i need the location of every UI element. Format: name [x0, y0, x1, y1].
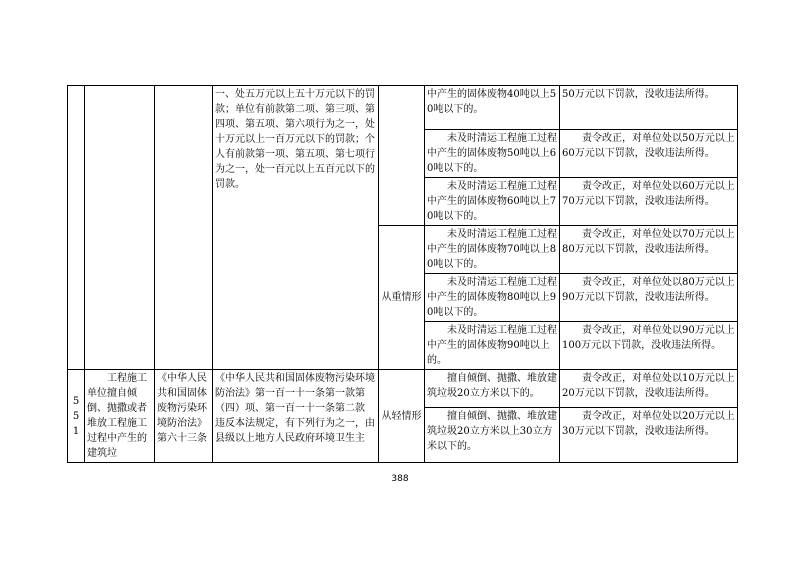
page-number: 388 [391, 474, 409, 484]
standard-cell: 责令改正，对单位处以10万元以上20万元以下罚款，没收违法所得。 [560, 370, 738, 408]
table-row [68, 370, 738, 408]
circumstance-cell: 中产生的固体废物40吨以上50吨以下的。 [425, 86, 560, 130]
circumstance-cell: 擅自倾倒、抛撒、堆放建筑垃圾20立方米以上30立方米以下的。 [425, 407, 560, 462]
circumstance-cell: 未及时清运工程施工过程中产生的固体废物70吨以上80吨以下的。 [425, 226, 560, 274]
violated-law: 《中华人民共和国固体废物污染环境防治法》第六十三条 [155, 370, 213, 463]
penalty-basis-cell: 一、处五万元以上五十万元以下的罚款；单位有前款第二项、第三项、第四项、第五项、第六项行为之一，处十万元以上一百万元以下的罚款；个人有前款第一项、第五项、第七项行为之一，处一百元以上五百元以下的罚款。 [213, 86, 379, 370]
table-row [68, 86, 738, 130]
circumstance-cell: 未及时清运工程施工过程中产生的固体废物60吨以上70吨以下的。 [425, 178, 560, 226]
standard-cell: 责令改正，对单位处以20万元以上30万元以下罚款，没收违法所得。 [560, 407, 738, 462]
standard-cell: 责令改正，对单位处以80万元以上90万元以下罚款，没收违法所得。 [560, 274, 738, 322]
item-number-cell [68, 86, 85, 370]
standard-cell: 责令改正，对单位处以50万元以上60万元以下罚款，没收违法所得。 [560, 130, 738, 178]
circumstance-cell: 未及时清运工程施工过程中产生的固体废物90吨以上的。 [425, 322, 560, 370]
light-circumstance-label: 从轻情形 [379, 370, 425, 463]
severe-circumstance-label: 从重情形 [379, 226, 425, 370]
violated-law-cell [155, 86, 213, 370]
standard-cell: 50万元以下罚款，没收违法所得。 [560, 86, 738, 130]
circumstance-cell: 擅自倾倒、抛撒、堆放建筑垃圾20立方米以下的。 [425, 370, 560, 408]
standard-cell: 责令改正，对单位处以60万元以上70万元以下罚款，没收违法所得。 [560, 178, 738, 226]
standard-cell: 责令改正，对单位处以70万元以上80万元以下罚款，没收违法所得。 [560, 226, 738, 274]
item-number: 551 [68, 370, 85, 463]
violation-description: 工程施工单位擅自倾倒、抛撒或者堆放工程施工过程中产生的建筑垃 [85, 370, 155, 463]
penalty-basis: 《中华人民共和国固体废物污染环境防治法》第一百一十一条第一款第（四）项、第一百一十一条第二款 违反本法规定，有下列行为之一，由县级以上地方人民政府环境卫生主 [213, 370, 379, 463]
circumstance-cell: 未及时清运工程施工过程中产生的固体废物80吨以上90吨以下的。 [425, 274, 560, 322]
circumstance-cell: 未及时清运工程施工过程中产生的固体废物50吨以上60吨以下的。 [425, 130, 560, 178]
circumstance-label-cell [379, 86, 425, 226]
standard-cell: 责令改正，对单位处以90万元以上100万元以下罚款，没收违法所得。 [560, 322, 738, 370]
penalty-table [67, 85, 738, 463]
violation-cell [85, 86, 155, 370]
